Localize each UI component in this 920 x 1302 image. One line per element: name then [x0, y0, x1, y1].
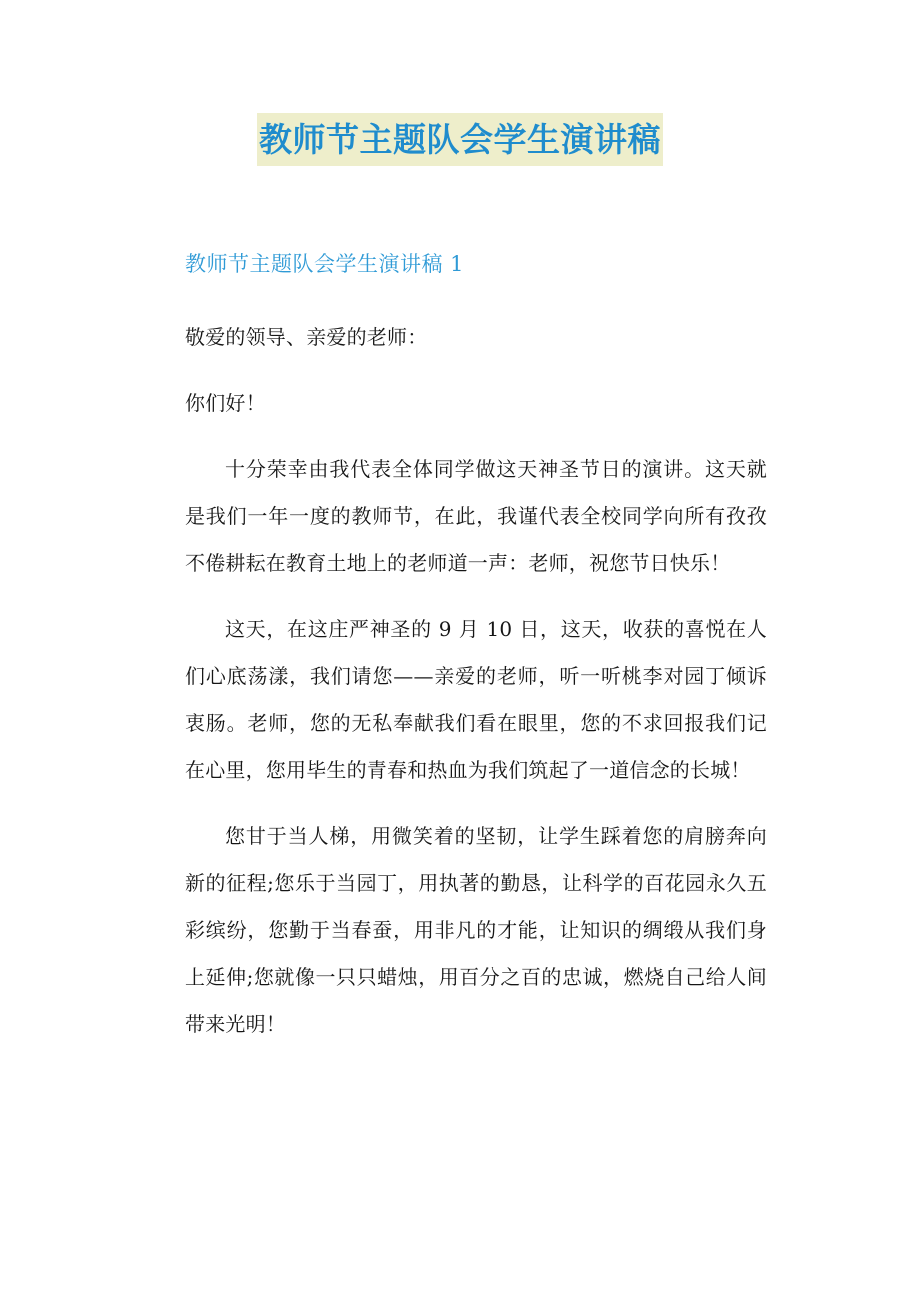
document-subtitle: 教师节主题队会学生演讲稿 1: [185, 252, 465, 276]
page-title: 教师节主题队会学生演讲稿: [257, 113, 663, 166]
document-body: [185, 314, 767, 1048]
paragraph-body-2: 这天，在这庄严神圣的 9 月 10 日，这天，收获的喜悦在人们心底荡漾，我们请您——亲爱的老师，听一听桃李对园丁倾诉衷肠。老师，您的无私奉献我们看在眼里，您的不求回报我们记在心里，您用毕生的青春和热血为我们筑起了一道信念的长城！: [185, 617, 767, 782]
paragraph-body-1: 十分荣幸由我代表全体同学做这天神圣节日的演讲。这天就是我们一年一度的教师节，在此，我谨代表全校同学向所有孜孜不倦耕耘在教育土地上的老师道一声：老师，祝您节日快乐！: [185, 457, 767, 575]
paragraph-greeting: 你们好！: [185, 391, 266, 415]
document-title-container: [0, 113, 920, 166]
paragraph-salutation: 敬爱的领导、亲爱的老师：: [185, 325, 428, 349]
paragraph-body-3: 您甘于当人梯，用微笑着的坚韧，让学生踩着您的肩膀奔向新的征程;您乐于当园丁，用执著的勤恳，让科学的百花园永久五彩缤纷，您勤于当春蚕，用非凡的才能，让知识的绸缎从我们身上延伸;您就像一只只蜡烛，用百分之百的忠诚，燃烧自己给人间带来光明！: [185, 824, 767, 1036]
